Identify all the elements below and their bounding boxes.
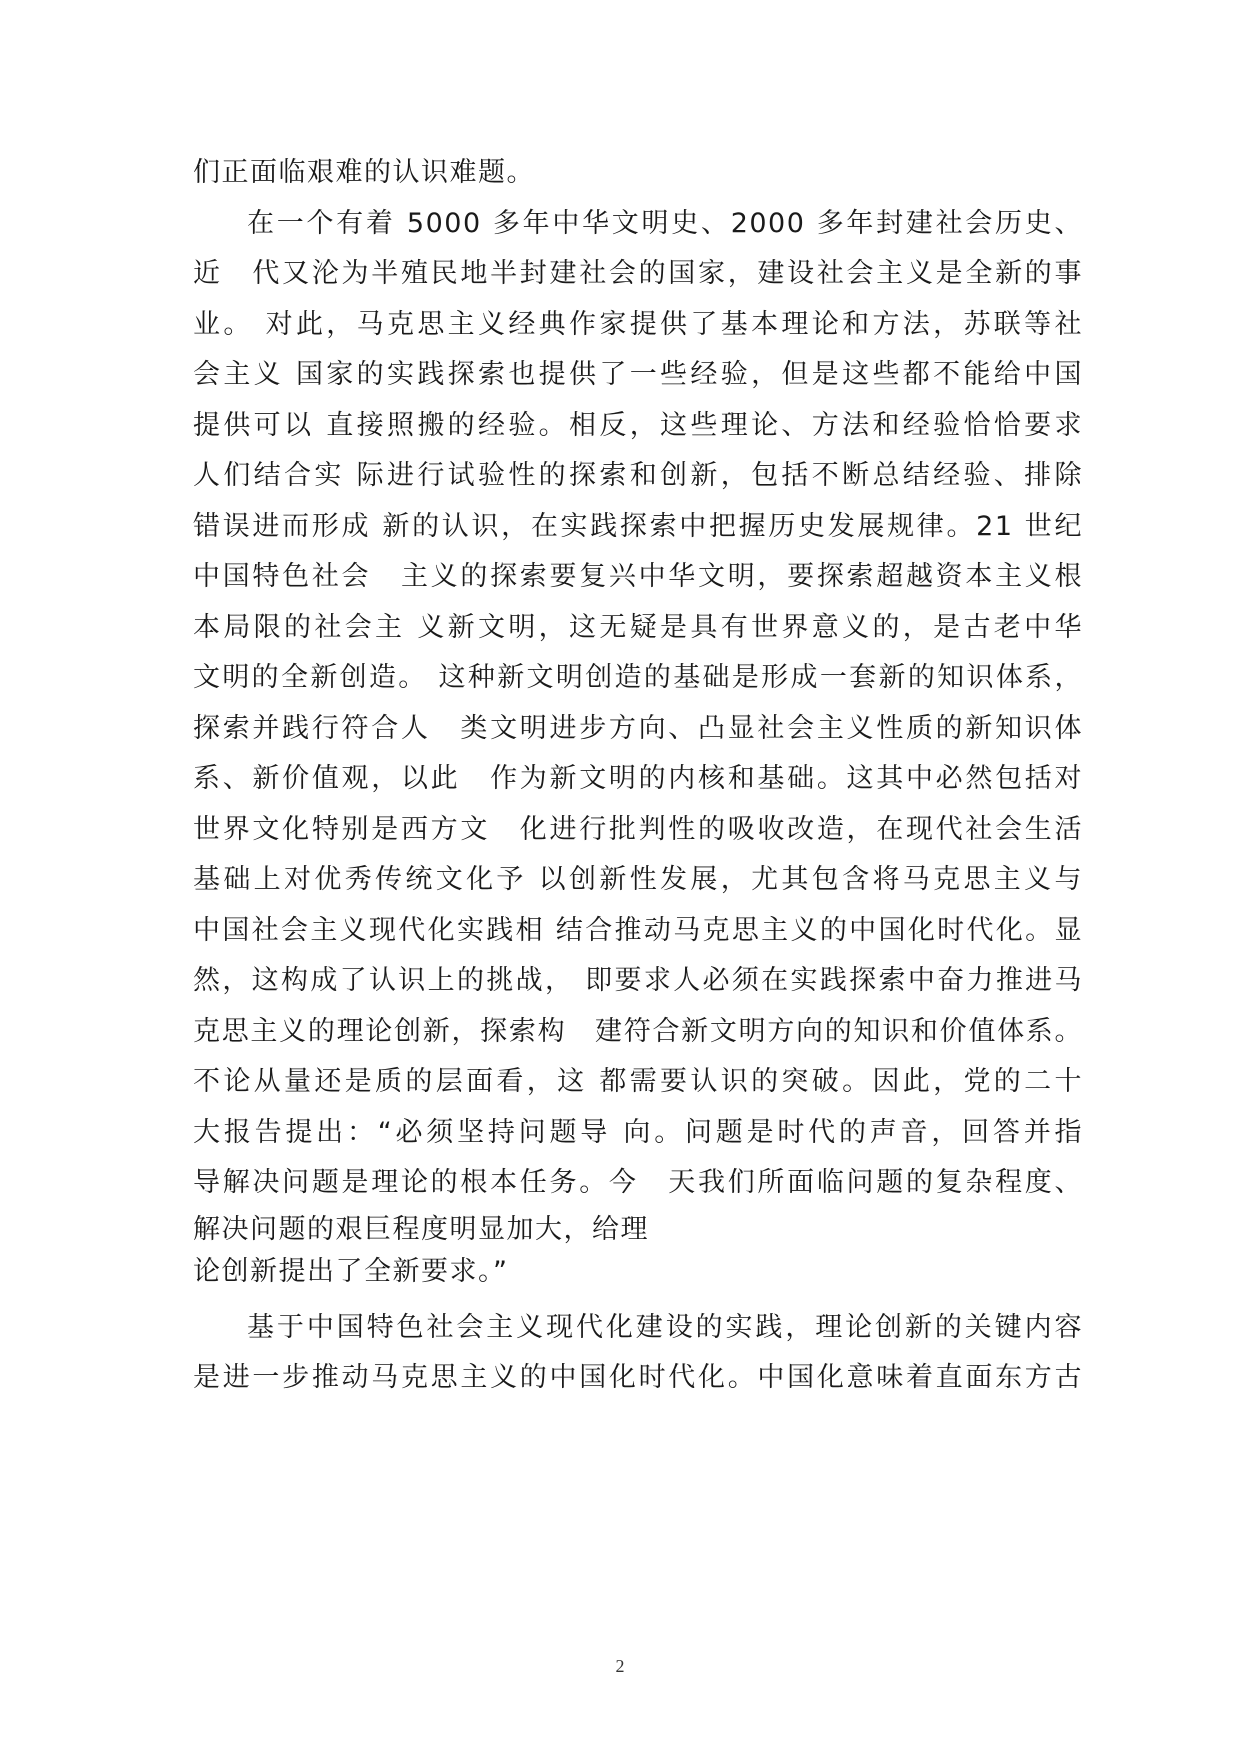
text-line: 导解决问题是理论的根本任务。今 天我们所面临问题的复杂程度、	[193, 1167, 1083, 1198]
paragraph-first-line: 基于中国特色社会主义现代化建设的实践，理论创新的关键内容	[247, 1311, 1083, 1343]
text-line: 解决问题的艰巨程度明显加大，给理	[193, 1213, 649, 1245]
text-line: 本局限的社会主 义新文明，这无疑是具有世界意义的，是古老中华	[193, 611, 1083, 643]
text-line: 大报告提出：“必须坚持问题导 向。问题是时代的声音，回答并指	[193, 1116, 1083, 1148]
text-line: 世界文化特别是西方文 化进行批判性的吸收改造，在现代社会生活	[193, 813, 1083, 845]
text-line: 中国社会主义现代化实践相 结合推动马克思主义的中国化时代化。显	[193, 914, 1083, 946]
text-line: 提供可以 直接照搬的经验。相反，这些理论、方法和经验恰恰要求	[193, 409, 1083, 441]
text-line: 系、新价值观，以此 作为新文明的内核和基础。这其中必然包括对	[193, 763, 1083, 794]
body-text	[193, 148, 1083, 1404]
text-line: 们正面临艰难的认识难题。	[193, 157, 535, 188]
text-line: 文明的全新创造。 这种新文明创造的基础是形成一套新的知识体系，	[193, 662, 1083, 693]
text-line: 论创新提出了全新要求。”	[193, 1255, 509, 1287]
text-line: 克思主义的理论创新，探索构 建符合新文明方向的知识和价值体系。	[193, 1015, 1083, 1047]
paragraph-first-line: 在一个有着 5000 多年中华文明史、2000 多年封建社会历史、	[247, 207, 1083, 239]
text-line: 不论从量还是质的层面看，这 都需要认识的突破。因此，党的二十	[193, 1066, 1083, 1097]
text-line: 探索并践行符合人 类文明进步方向、凸显社会主义性质的新知识体	[193, 712, 1083, 744]
text-line: 会主义 国家的实践探索也提供了一些经验，但是这些都不能给中国	[193, 359, 1083, 390]
text-line: 然，这构成了认识上的挑战， 即要求人必须在实践探索中奋力推进马	[193, 965, 1083, 996]
text-line: 是进一步推动马克思主义的中国化时代化。中国化意味着直面东方古	[193, 1362, 1083, 1393]
page-number: 2	[615, 1656, 625, 1676]
text-line: 业。 对此，马克思主义经典作家提供了基本理论和方法，苏联等社	[193, 308, 1083, 340]
text-line: 错误进而形成 新的认识，在实践探索中把握历史发展规律。21 世纪	[193, 510, 1083, 542]
text-line: 近 代又沦为半殖民地半封建社会的国家，建设社会主义是全新的事	[193, 258, 1083, 289]
text-line: 基础上对优秀传统文化予 以创新性发展，尤其包含将马克思主义与	[193, 864, 1083, 895]
text-line: 人们结合实 际进行试验性的探索和创新，包括不断总结经验、排除	[193, 460, 1083, 491]
text-line: 中国特色社会 主义的探索要复兴中华文明，要探索超越资本主义根	[193, 561, 1083, 592]
